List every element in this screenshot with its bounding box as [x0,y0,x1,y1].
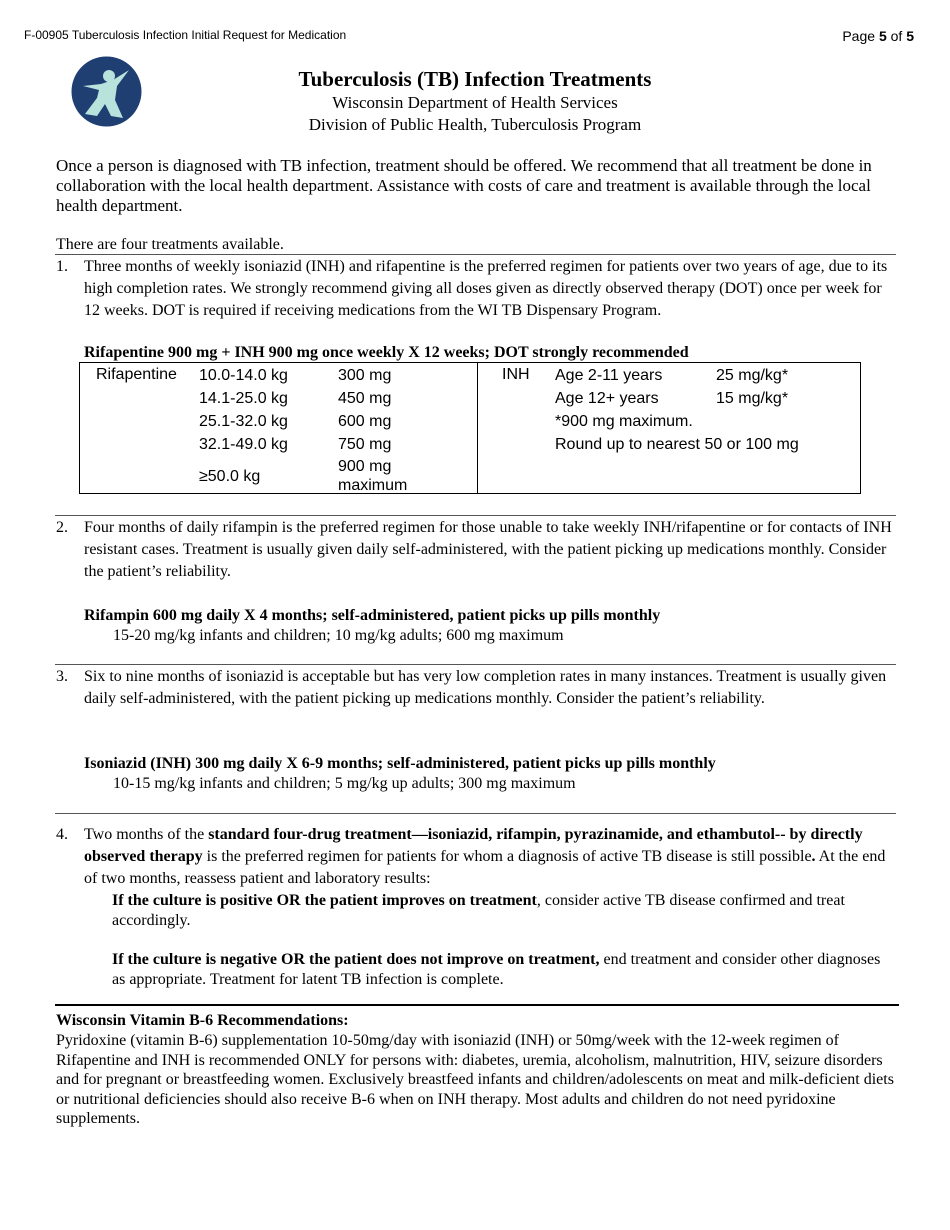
page-number [842,28,914,44]
item-4-text-b: is the preferred regimen for patients for whom a diagnosis of active TB disease is still possible [202,848,812,865]
vitamin-b6-heading: Wisconsin Vitamin B-6 Recommendations: [56,1012,349,1029]
culture-negative-note [112,950,882,990]
item-2-dosing: 15-20 mg/kg infants and children; 10 mg/kg adults; 600 mg maximum [113,627,564,644]
divider [55,813,896,814]
title-block [200,66,750,136]
culture-negative-rest: end treatment and consider other diagnoses as appropriate. Treatment for latent TB infection is complete. [112,951,881,988]
form-id-title: F-00905 Tuberculosis Infection Initial Request for Medication [24,28,347,42]
weight-cell: 10.0-14.0 kg [199,367,288,384]
table-divider [477,363,478,493]
item-4-text-a: Two months of the [84,826,209,843]
item-4-text-c: At the end of two months, reassess patient and laboratory results: [84,848,886,887]
dosing-table [79,362,861,494]
item-4-number: 4. [56,826,68,843]
vitamin-b6-text: Pyridoxine (vitamin B-6) supplementation 10-50mg/day with isoniazid (INH) or 50mg/week with the 12-week regimen of Rifapentine and INH is recommended ONLY for persons with: diabetes, uremia, alcoholism, malnutrition, HIV, seizure disorders and for pregnant or breastfeeding women. Exclusively breastfeed infants and children/adolescents on meat and milk-deficient diets or nutritional deficiencies should also receive B-6 when on INH therapy. Most adults and children do not need pyridoxine supplements. [56,1032,894,1127]
item-4-text-period: . [811,848,816,865]
dose-cell: 750 mg [338,436,392,453]
page-of: of [886,28,907,44]
dose-cell-line2: maximum [338,477,408,494]
department-name: Wisconsin Department of Health Services [332,93,618,112]
weight-cell: ≥50.0 kg [199,468,261,485]
culture-positive-note [112,891,882,931]
inh-max-note: *900 mg maximum. [555,413,693,430]
divider-thick [55,1004,899,1006]
item-2-text: Four months of daily rifampin is the preferred regimen for those unable to take weekly INH/rifapentine or for contacts of INH resistant cases. Treatment is usually given daily self-administered, with the patient picking up medications monthly. Consider the patient’s reliability. [84,519,892,580]
culture-negative-bold: If the culture is negative OR the patient does not improve on treatment, [112,951,600,968]
item-3-regimen: Isoniazid (INH) 300 mg daily X 6-9 months; self-administered, patient picks up pills monthly [84,755,716,772]
item-3-number: 3. [56,668,68,685]
inh-round-note: Round up to nearest 50 or 100 mg [555,436,799,453]
age-cell: Age 2-11 years [555,367,663,384]
dose-cell: 600 mg [338,413,392,430]
divider [55,664,896,665]
item-1-regimen: Rifapentine 900 mg + INH 900 mg once weekly X 12 weeks; DOT strongly recommended [84,344,689,361]
divider [55,254,896,255]
culture-positive-bold: If the culture is positive OR the patient improves on treatment [112,892,537,909]
age-cell: Age 12+ years [555,390,659,407]
weight-cell: 25.1-32.0 kg [199,413,288,430]
culture-positive-rest: , consider active TB disease confirmed and treat accordingly. [112,892,845,929]
intro-text: Once a person is diagnosed with TB infection, treatment should be offered. We recommend that all treatment be done in collaboration with the local health department. Assistance with costs of care and treatment is available through the local health department. [56,156,872,215]
page-total: 5 [906,28,914,44]
divider [55,515,896,516]
inh-label: INH [502,366,530,383]
division-name: Division of Public Health, Tuberculosis Program [308,115,642,134]
inh-dose-cell: 25 mg/kg* [716,367,789,384]
item-2-number: 2. [56,519,68,536]
page-current: 5 [878,28,887,44]
four-treatments-text: There are four treatments available. [56,236,284,253]
page-prefix: Page [842,28,879,44]
item-4-text-bold: standard four-drug treatment—isoniazid, rifampin, pyrazinamide, and ethambutol-- by directly observed therapy [84,826,863,865]
weight-cell: 32.1-49.0 kg [199,436,288,453]
item-3-text: Six to nine months of isoniazid is acceptable but has very low completion rates in many instances. Treatment is usually given daily self-administered, with the patient picking up medications monthly. Consider the patient’s reliability. [84,668,887,707]
item-1-text: Three months of weekly isoniazid (INH) and rifapentine is the preferred regimen for patients over two years of age, due to its high completion rates. We strongly recommend giving all doses given as directly observed therapy (DOT) once per week for 12 weeks. DOT is required if receiving medications from the WI TB Dispensary Program. [84,258,888,319]
dose-cell: 450 mg [338,390,392,407]
item-2-regimen: Rifampin 600 mg daily X 4 months; self-administered, patient picks up pills monthly [84,607,661,624]
dose-cell: 300 mg [338,367,392,384]
item-1-number: 1. [56,258,68,275]
inh-dose-cell: 15 mg/kg* [716,390,789,407]
item-3-dosing: 10-15 mg/kg infants and children; 5 mg/kg up adults; 300 mg maximum [113,775,576,792]
dose-cell: 900 mg [338,458,392,475]
intro-paragraph [56,156,902,216]
wisconsin-dhs-logo-icon [71,56,142,127]
page-title: Tuberculosis (TB) Infection Treatments [298,67,652,91]
rifapentine-label: Rifapentine [96,366,177,383]
item-4-text [84,824,896,890]
weight-cell: 14.1-25.0 kg [199,390,288,407]
